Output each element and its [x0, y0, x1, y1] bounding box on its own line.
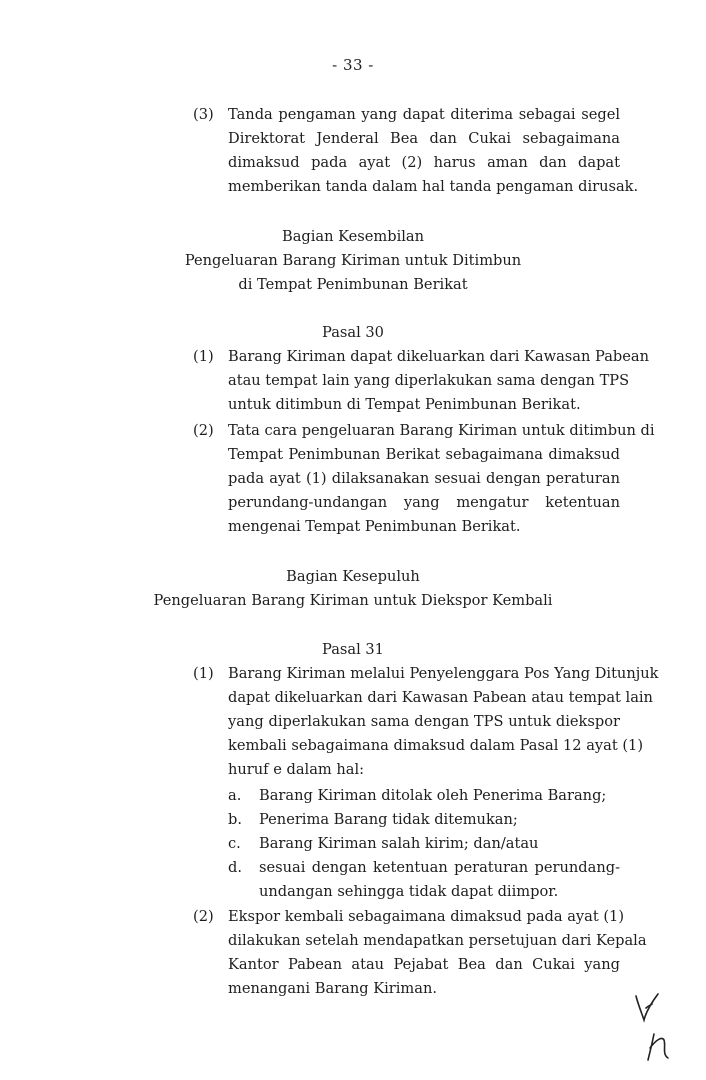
handwritten-initials	[624, 990, 684, 1066]
initial-stroke	[636, 994, 658, 1020]
text-line: sesuai dengan ketentuan peraturan perundang-	[259, 859, 620, 876]
text-line: Penerima Barang tidak ditemukan;	[259, 811, 518, 828]
text-line: Barang Kiriman melalui Penyelenggara Pos Yang Ditunjuk	[228, 665, 659, 682]
clause-number: (2)	[193, 908, 214, 925]
text-line: undangan sehingga tidak dapat diimpor.	[259, 883, 559, 900]
text-line: mengenai Tempat Penimbunan Berikat.	[228, 518, 521, 535]
section-title: Pengeluaran Barang Kiriman untuk Ditimbun	[184, 252, 522, 269]
list-item-letter: a.	[228, 787, 242, 804]
pasal-31-clause-2-text	[228, 905, 647, 1001]
text-line: Tata cara pengeluaran Barang Kiriman untuk ditimbun di	[228, 422, 655, 439]
clause-3-text	[228, 103, 639, 199]
text-line: dapat dikeluarkan dari Kawasan Pabean atau tempat lain	[228, 689, 653, 706]
list-item	[259, 784, 620, 808]
text-line: perundang-undangan yang mengatur ketentuan	[228, 494, 620, 511]
text-line: Direktorat Jenderal Bea dan Cukai sebagaimana	[228, 130, 620, 147]
text-line: dimaksud pada ayat (2) harus aman dan dapat	[228, 154, 620, 171]
text-line: Ekspor kembali sebagaimana dimaksud pada ayat (1)	[228, 908, 625, 925]
text-line: dilakukan setelah mendapatkan persetujuan dari Kepala	[228, 932, 647, 949]
article-heading: Pasal 31	[322, 641, 384, 658]
section-title: di Tempat Penimbunan Berikat	[238, 276, 468, 293]
list-item-letter: c.	[228, 835, 241, 852]
text-line: Barang Kiriman dapat dikeluarkan dari Kawasan Pabean	[228, 348, 649, 365]
text-line: huruf e dalam hal:	[228, 761, 365, 778]
text-line: Tanda pengaman yang dapat diterima sebagai segel	[228, 106, 620, 123]
page-number: - 33 -	[332, 56, 374, 74]
clause-number: (1)	[193, 665, 214, 682]
list-item-letter: d.	[228, 859, 242, 876]
text-line: yang diperlakukan sama dengan TPS untuk diekspor	[228, 713, 620, 730]
clause-number: (1)	[193, 348, 214, 365]
section-heading: Bagian Kesepuluh	[286, 568, 420, 585]
pasal-30-clause-1-text	[228, 345, 649, 417]
text-line: Barang Kiriman salah kirim; dan/atau	[259, 835, 539, 852]
text-line: kembali sebagaimana dimaksud dalam Pasal 12 ayat (1)	[228, 737, 644, 754]
text-line: pada ayat (1) dilaksanakan sesuai dengan peraturan	[228, 470, 620, 487]
text-line: Tempat Penimbunan Berikat sebagaimana dimaksud	[228, 446, 620, 463]
list-item	[259, 856, 620, 904]
text-line: atau tempat lain yang diperlakukan sama dengan TPS	[228, 372, 630, 389]
text-line: memberikan tanda dalam hal tanda pengaman dirusak.	[228, 178, 639, 195]
clause-number: (2)	[193, 422, 214, 439]
text-line: Barang Kiriman ditolak oleh Penerima Barang;	[259, 787, 607, 804]
initial-stroke	[648, 1034, 668, 1060]
list-item-letter: b.	[228, 811, 242, 828]
text-line: Kantor Pabean atau Pejabat Bea dan Cukai yang	[228, 956, 620, 973]
section-heading: Bagian Kesembilan	[281, 228, 425, 245]
pasal-30-clause-2-text	[228, 419, 655, 539]
clause-number: (3)	[193, 106, 214, 123]
list-item	[259, 808, 620, 832]
article-heading: Pasal 30	[322, 324, 384, 341]
text-line: untuk ditimbun di Tempat Penimbunan Berikat.	[228, 396, 581, 413]
text-line: menangani Barang Kiriman.	[228, 980, 437, 997]
list-item	[259, 832, 620, 856]
section-title: Pengeluaran Barang Kiriman untuk Diekspor Kembali	[153, 592, 553, 609]
pasal-31-clause-1-text	[228, 662, 659, 782]
